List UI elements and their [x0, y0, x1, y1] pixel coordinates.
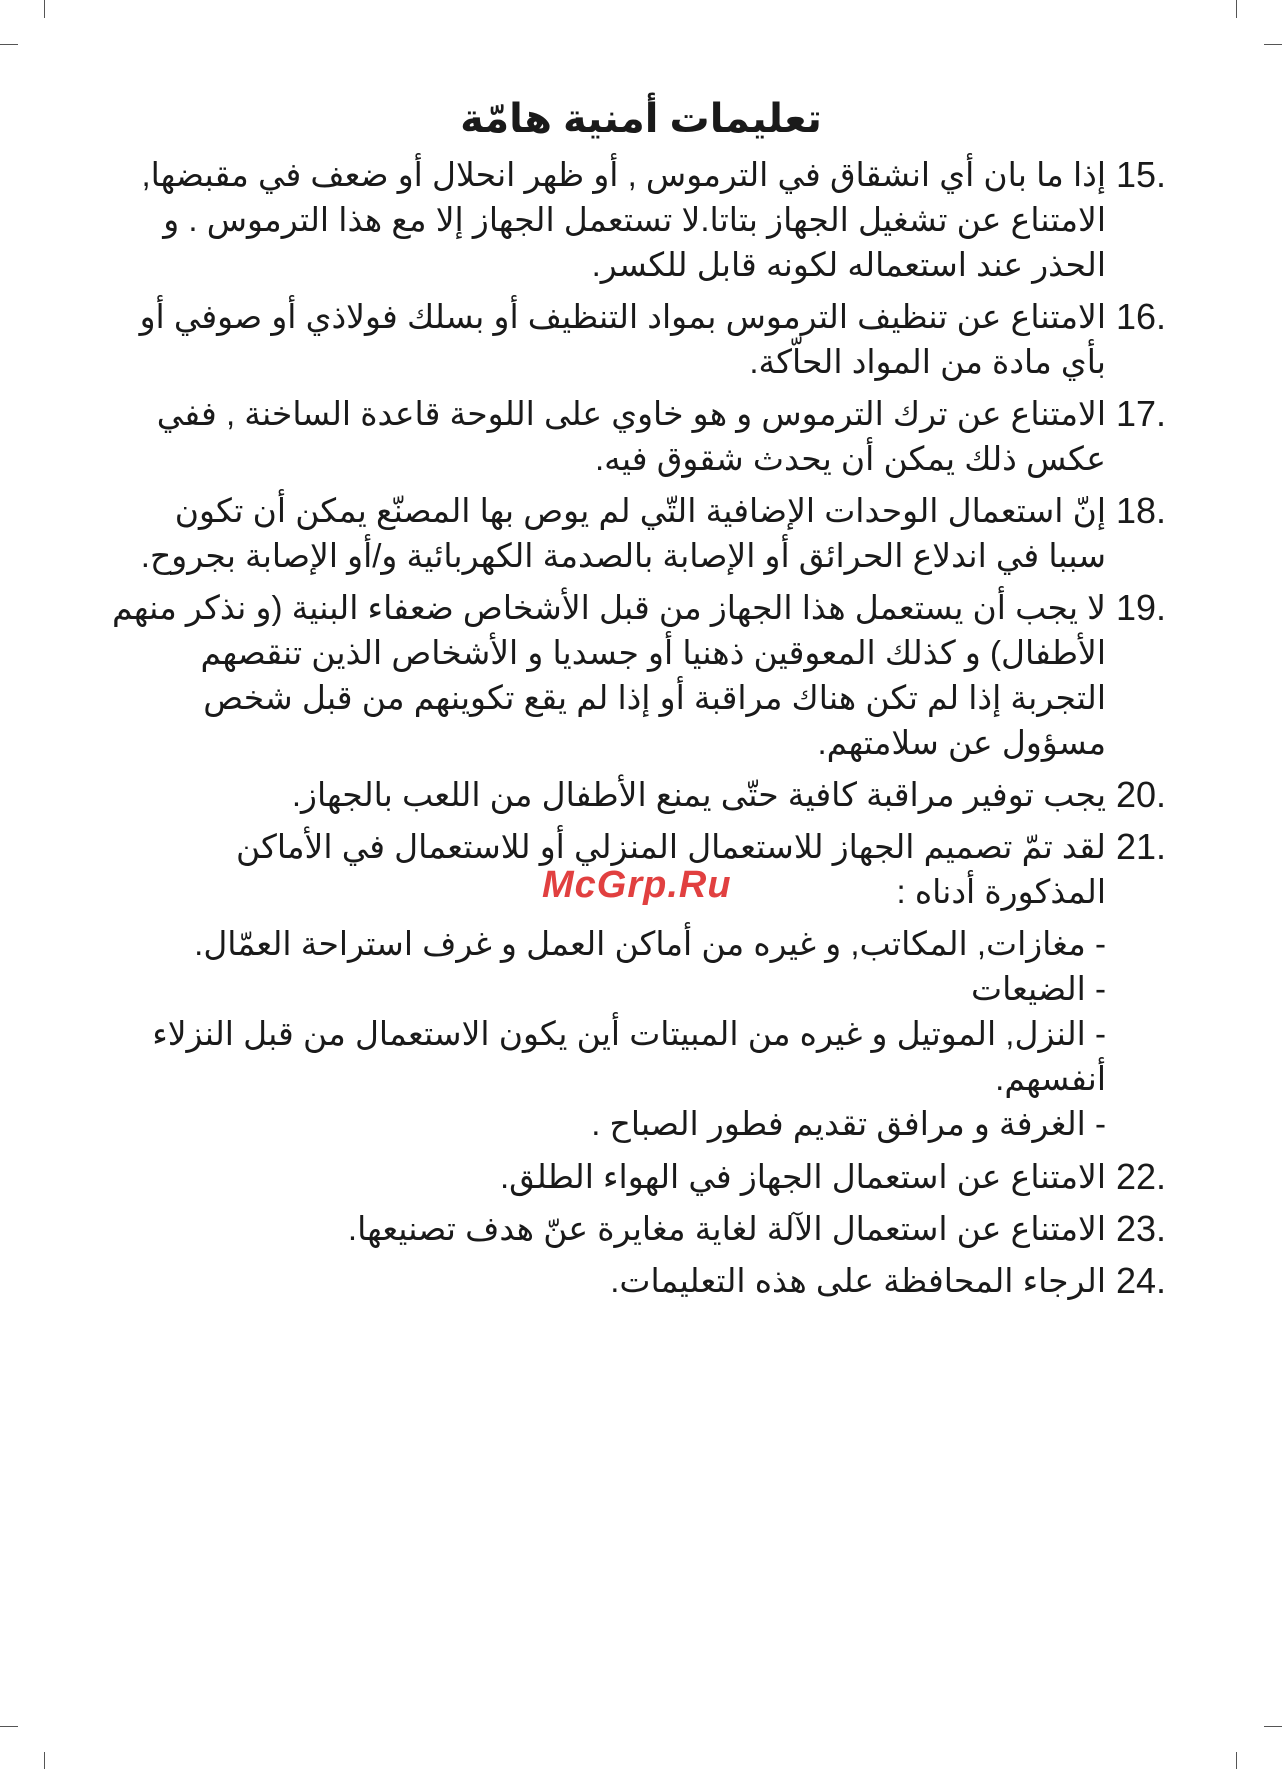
instruction-text: إذا ما بان أي انشقاق في الترموس , أو ظهر انحلال أو ضعف في مقبضها, الامتناع عن تشغيل الجهاز بتاتا.لا تستعمل الجهاز إلا مع هذا الترموس . و الحذر عند استعماله لكونه قابل للكسر. — [141, 156, 1106, 283]
instruction-text: يجب توفير مراقبة كافية حتّى يمنع الأطفال من اللعب بالجهاز. — [291, 776, 1106, 813]
instruction-24 — [110, 1258, 1180, 1303]
crop-mark-left-bottom — [0, 1726, 18, 1727]
instruction-18 — [110, 488, 1180, 578]
instruction-22 — [110, 1154, 1180, 1199]
crop-mark-right-top — [1264, 44, 1282, 45]
location-bullet: - مغازات, المكاتب, و غيره من أماكن العمل و غرف استراحة العمّال. — [194, 925, 1106, 962]
instruction-number: 24. — [1116, 1260, 1167, 1301]
instruction-text: إنّ استعمال الوحدات الإضافية التّي لم يوص بها المصنّع يمكن أن تكون سببا في اندلاع الحرائق أو الإصابة بالصدمة الكهربائية و/أو الإصابة بجروح. — [140, 492, 1106, 574]
instruction-text: لا يجب أن يستعمل هذا الجهاز من قبل الأشخاص ضعفاء البنية (و نذكر منهم الأطفال) و كذلك المعوقين ذهنيا أو جسديا و الأشخاص الذين تنقصهم التجربة إذا لم تكن هناك مراقبة أو إذا لم يقع تكوينهم من قبل شخص مسؤول عن سلامتهم. — [111, 589, 1106, 761]
instruction-16 — [110, 294, 1180, 384]
location-bullet: - الضيعات — [971, 970, 1106, 1007]
instruction-text: لقد تمّ تصميم الجهاز للاستعمال المنزلي أو للاستعمال في الأماكن المذكورة أدناه : — [236, 828, 1106, 910]
instruction-23 — [110, 1206, 1180, 1251]
instruction-number: 15. — [1116, 154, 1167, 195]
instruction-text: الامتناع عن ترك الترموس و هو خاوي على اللوحة قاعدة الساخنة , ففي عكس ذلك يمكن أن يحدث شقوق فيه. — [156, 395, 1106, 477]
page-title: تعليمات أمنية هامّة — [460, 97, 822, 141]
instructions-list — [110, 152, 1180, 1310]
instruction-text: الامتناع عن تنظيف الترموس بمواد التنظيف أو بسلك فولاذي أو صوفي أو بأي مادة من المواد الحاّكة. — [139, 298, 1106, 380]
crop-mark-bottom-right — [1236, 1752, 1237, 1769]
instruction-text: الرجاء المحافظة على هذه التعليمات. — [610, 1262, 1106, 1299]
crop-mark-right-bottom — [1264, 1726, 1282, 1727]
locations-list — [110, 921, 1180, 1146]
instruction-text: الامتناع عن استعمال الجهاز في الهواء الطلق. — [499, 1158, 1106, 1195]
instruction-17 — [110, 391, 1180, 481]
location-bullet: - النزل, الموتيل و غيره من المبيتات أين يكون الاستعمال من قبل النزلاء أنفسهم. — [152, 1015, 1106, 1097]
crop-mark-bottom-left — [44, 1752, 45, 1769]
instruction-number: 19. — [1116, 587, 1167, 628]
instruction-15 — [110, 152, 1180, 287]
instruction-number: 17. — [1116, 393, 1167, 434]
instruction-number: 23. — [1116, 1208, 1167, 1249]
instruction-text: الامتناع عن استعمال الآلة لغاية مغايرة عنّ هدف تصنيعها. — [347, 1210, 1106, 1247]
crop-mark-top-left — [44, 0, 45, 18]
instruction-19 — [110, 585, 1180, 765]
instruction-number: 22. — [1116, 1156, 1167, 1197]
instruction-number: 16. — [1116, 296, 1167, 337]
instruction-number: 21. — [1116, 826, 1167, 867]
crop-mark-top-right — [1236, 0, 1237, 18]
watermark: McGrp.Ru — [542, 864, 732, 906]
location-bullet: - الغرفة و مرافق تقديم فطور الصباح . — [591, 1105, 1106, 1142]
crop-mark-left-top — [0, 44, 18, 45]
instruction-number: 18. — [1116, 490, 1167, 531]
instruction-number: 20. — [1116, 774, 1167, 815]
instruction-20 — [110, 772, 1180, 817]
